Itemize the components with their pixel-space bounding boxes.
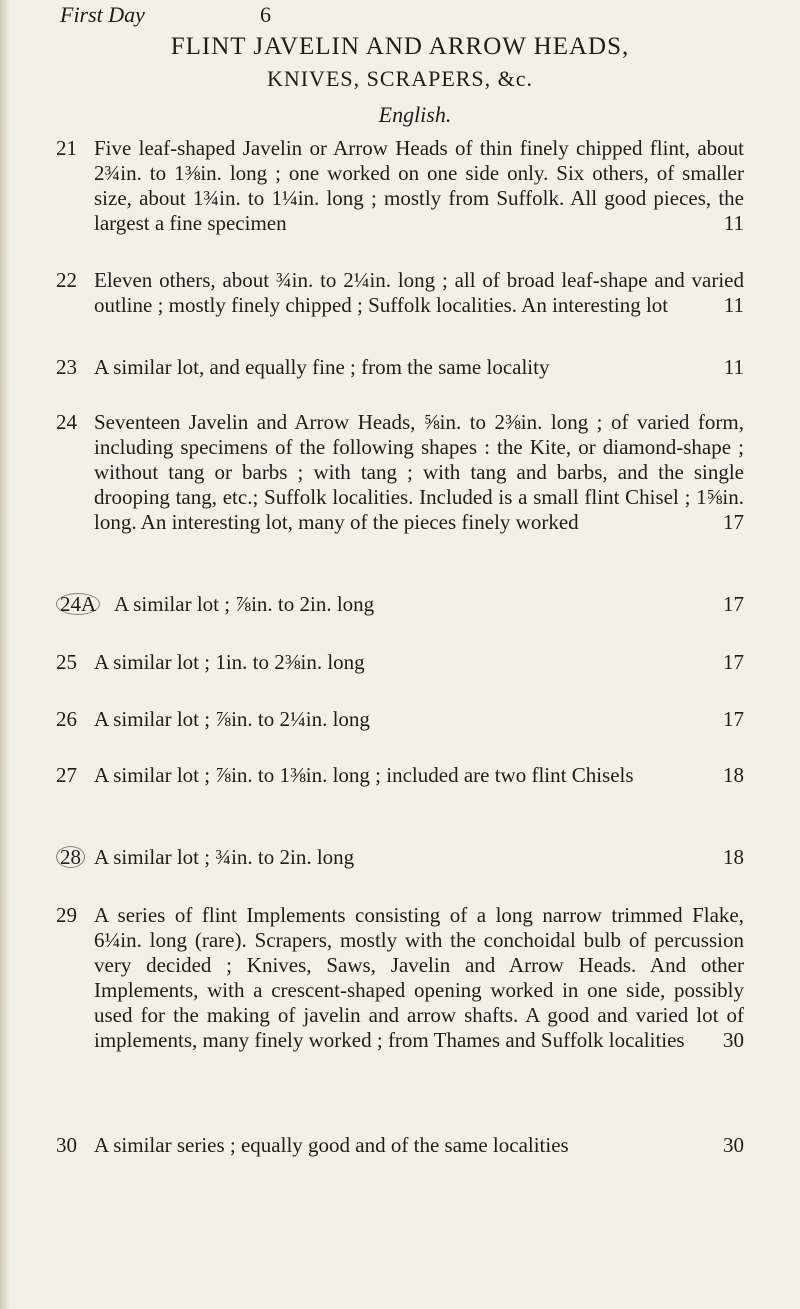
lot-text: A series of flint Implements consisting of a long narrow trimmed Flake, 6¼in. long (rare). Scrapers, mostly with the conchoidal bulb of percussion very decided ; Knives, Saws, Javelin and Arrow Heads. And other Implements, with a crescent-shaped opening worked in one side, possibly used for the making of javelin and arrow shafts. A good and varied lot of implements, many finely worked ; from Thames and Suffolk localities — [94, 903, 744, 1052]
lot-number: 26 — [56, 707, 77, 731]
lot-estimate: 17 — [723, 707, 744, 731]
lot-description — [94, 707, 744, 732]
lot-text: A similar lot ; ¾in. to 2in. long — [94, 845, 355, 869]
lot-estimate: 17 — [723, 592, 744, 616]
lot-number: 24A — [56, 592, 86, 617]
catalogue-title: FLINT JAVELIN AND ARROW HEADS, — [170, 33, 630, 60]
catalogue-subtitle: KNIVES, SCRAPERS, &c. — [266, 66, 534, 91]
lot-estimate: 17 — [723, 650, 744, 674]
lot-text: Five leaf-shaped Javelin or Arrow Heads of thin finely chipped flint, about 2¾in. to 1⅜in. long ; one worked on one side only. Six others, of smaller size, about 1¾in. to 1¼in. long ; mostly from Suffolk. All good pieces, the largest a fine specimen — [94, 136, 744, 235]
lot-text: A similar series ; equally good and of the same localities — [94, 1133, 569, 1157]
lot-text: A similar lot ; ⅞in. to 2in. long — [114, 592, 375, 616]
lot-description — [94, 650, 744, 675]
page-number: 6 — [260, 2, 271, 27]
lot-description — [94, 355, 744, 380]
lot-number: 23 — [56, 355, 77, 379]
lot-number: 25 — [56, 650, 77, 674]
lot-estimate: 18 — [723, 845, 744, 869]
lot-text: A similar lot ; ⅞in. to 1⅜in. long ; included are two flint Chisels — [94, 763, 634, 787]
lot-number: 22 — [56, 268, 77, 292]
lot-text: A similar lot, and equally fine ; from the same locality — [94, 355, 550, 379]
lot-description — [94, 1133, 744, 1158]
lot-number: 29 — [56, 903, 77, 927]
lot-estimate: 17 — [723, 510, 744, 534]
lot-text: A similar lot ; 1in. to 2⅜in. long — [94, 650, 365, 674]
lot-text: Seventeen Javelin and Arrow Heads, ⅝in. to 2⅜in. long ; of varied form, including specimens of the following shapes : the Kite, or diamond-shape ; without tang or barbs ; with tang ; with tang and barbs, and the single drooping tang, etc.; Suffolk localities. Included is a small flint Chisel ; 1⅝in. long. An interesting lot, many of the pieces finely worked — [94, 410, 744, 534]
lot-estimate: 11 — [723, 355, 744, 379]
lot-estimate: 11 — [723, 293, 744, 317]
lot-estimate: 18 — [723, 763, 744, 787]
page-edge-shadow — [0, 0, 10, 1309]
lot-number: 24 — [56, 410, 77, 434]
lot-description — [94, 268, 744, 318]
lot-number: 28 — [56, 845, 86, 870]
lot-number: 30 — [56, 1133, 77, 1157]
lot-description — [94, 410, 744, 535]
lot-estimate: 11 — [723, 211, 744, 235]
lot-estimate: 30 — [723, 1133, 744, 1157]
section-heading: English. — [378, 102, 452, 127]
lot-description — [94, 763, 744, 788]
lot-description — [94, 845, 744, 870]
lot-description — [94, 903, 744, 1053]
lot-number: 21 — [56, 136, 77, 160]
day-label: First Day — [60, 2, 145, 27]
lot-estimate: 30 — [723, 1028, 744, 1052]
lot-number: 27 — [56, 763, 77, 787]
lot-description — [94, 136, 744, 236]
page-header — [60, 2, 760, 28]
lot-text: A similar lot ; ⅞in. to 2¼in. long — [94, 707, 370, 731]
lot-text: Eleven others, about ¾in. to 2¼in. long ; all of broad leaf-shape and varied outline ; mostly finely chipped ; Suffolk localities. An interesting lot — [94, 268, 744, 317]
lot-description — [114, 592, 744, 617]
